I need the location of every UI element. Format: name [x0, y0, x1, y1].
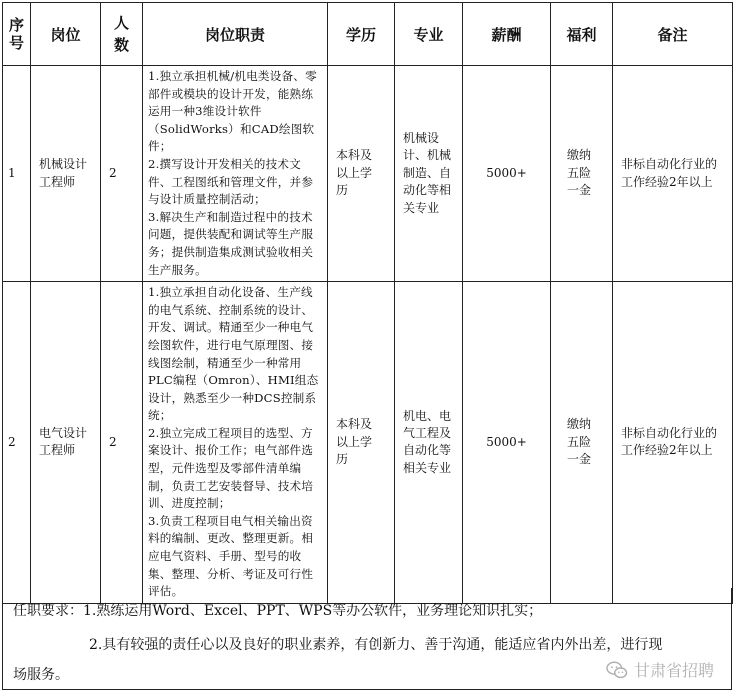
header-position: 岗位 — [31, 3, 101, 66]
header-notes: 备注 — [613, 3, 733, 66]
requirements-line-2: 2.具有较强的责任心以及良好的职业素养，有创新力、善于沟通，能适应省内外出差，进行现 — [89, 637, 663, 653]
cell-position: 机械设计工程师 — [31, 66, 101, 282]
cell-position: 电气设计工程师 — [31, 282, 101, 604]
cell-benefits: 缴纳五险一金 — [551, 66, 613, 282]
header-education: 学历 — [328, 3, 395, 66]
cell-count: 2 — [101, 66, 143, 282]
cell-no: 2 — [3, 282, 31, 604]
header-row — [3, 3, 733, 66]
requirements-line-1: 任职要求：1.熟练运用Word、Excel、PPT、WPS等办公软件，业务理论知识扎实； — [13, 603, 543, 619]
header-duties: 岗位职责 — [143, 3, 328, 66]
cell-salary: 5000+ — [463, 282, 551, 604]
cell-major: 机械设计、机械制造、自动化等相关专业 — [395, 66, 463, 282]
header-count — [101, 3, 143, 66]
cell-notes: 非标自动化行业的工作经验2年以上 — [613, 282, 733, 604]
cell-salary: 5000+ — [463, 66, 551, 282]
header-count-text: 人数 — [113, 14, 129, 54]
cell-notes: 非标自动化行业的工作经验2年以上 — [613, 66, 733, 282]
watermark — [606, 658, 714, 681]
watermark-text: 甘肃省招聘 — [633, 661, 714, 680]
header-benefits: 福利 — [551, 3, 613, 66]
cell-benefits: 缴纳五险一金 — [551, 282, 613, 604]
cell-education: 本科及以上学历 — [328, 66, 395, 282]
job-table — [2, 2, 733, 604]
cell-education: 本科及以上学历 — [328, 282, 395, 604]
cell-count: 2 — [101, 282, 143, 604]
wechat-icon — [606, 660, 628, 680]
cell-major: 机电、电气工程及自动化等相关专业 — [395, 282, 463, 604]
header-no-text: 序号 — [8, 16, 24, 52]
header-no — [3, 3, 31, 66]
cell-duties: 1.独立承担自动化设备、生产线的电气系统、控制系统的设计、开发、调试。精通至少一种电气绘图软件，进行电气原理图、接线图绘制，精通至少一种常用PLC编程（Omron）、HMI组态设计，熟悉至少一种DCS控制系统； 2.独立完成工程项目的选型、方案设计、报价工作；电气部件选型，元件选型及零部件清单编制，负责工艺安装督导、技术培训、进度控制； 3.负责工程项目电气相关输出资料的编制、更改、整理更新。相应电气资料、手册、型号的收集、整理、分析、考证及可行性评估。 — [143, 282, 328, 604]
header-major: 专业 — [395, 3, 463, 66]
header-salary: 薪酬 — [463, 3, 551, 66]
requirements-line-3: 场服务。 — [13, 667, 69, 683]
cell-duties: 1.独立承担机械/机电类设备、零部件或模块的设计开发，能熟练运用一种3维设计软件（SolidWorks）和CAD绘图软件； 2.撰写设计开发相关的技术文件、工程图纸和管理文件，并参与设计质量控制活动； 3.解决生产和制造过程中的技术问题，提供装配和调试等生产服务；提供制造集成测试验收相关生产服务。 — [143, 66, 328, 282]
cell-no: 1 — [3, 66, 31, 282]
table-row — [3, 282, 733, 604]
table-row — [3, 66, 733, 282]
